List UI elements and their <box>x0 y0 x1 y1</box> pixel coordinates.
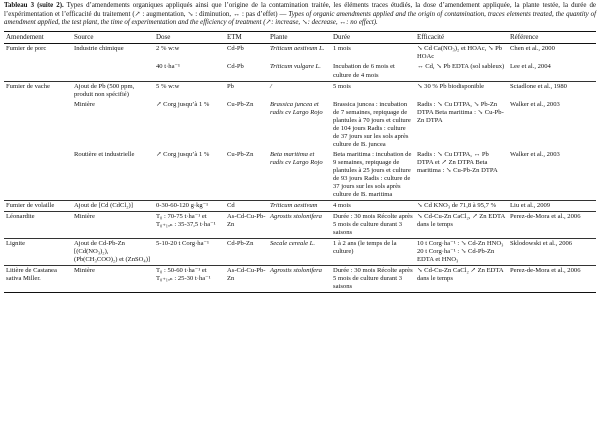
cell-source: Ajout de [Cd (CdCl₂)] <box>72 200 154 211</box>
table-body <box>4 44 596 293</box>
cell-etm: Cd-Pb-Zn <box>225 239 268 266</box>
cell-efficacite: 10 t Corg·ha⁻¹ : ↘ Cd-Zn HNO₃ 20 t Corg·ha⁻¹ : ↘ Cd-Pb-Zn EDTA et HNO₃ <box>415 239 508 266</box>
cell-etm: As-Cd-Cu-Pb-Zn <box>225 212 268 239</box>
cell-dose: 40 t·ha⁻¹ <box>156 63 180 71</box>
cell-plante: Brassica juncea et radis cv Largo Rojo <box>270 100 323 116</box>
table-row <box>4 266 596 293</box>
cell-source: Ajout de Cd-Pb-Zn [(Cd(NO₃)₂), (Pb(CH₃COO)₂) et (ZnSO₄)] <box>72 239 154 266</box>
table-row <box>4 212 596 239</box>
cell-etm: Cd <box>225 200 268 211</box>
cell-plante: Secale cereale L. <box>268 239 331 266</box>
cell-amendement: Fumier de porc <box>6 45 47 53</box>
cell-dose: 0-30-60-120 g·kg⁻¹ <box>154 200 225 211</box>
cell-plante: Triticum aestivum L. <box>270 45 325 53</box>
cell-source: Minière <box>72 212 154 239</box>
cell-dose: T₀ : 50-60 t·ha⁻¹ et T₀₊₁ₐₙ : 25-30 t·ha⁻¹ <box>154 266 225 293</box>
cell-reference: Liu et al., 2009 <box>508 200 596 211</box>
cell-dose: 5-10-20 t Corg·ha⁻¹ <box>154 239 225 266</box>
cell-reference: Walker et al., 2003 <box>510 150 560 158</box>
header-plante: Plante <box>268 31 331 44</box>
cell-reference: Chen et al., 2000 <box>510 45 555 53</box>
cell-etm: Cd-Pb <box>227 63 244 71</box>
table-row <box>4 81 596 100</box>
cell-duree: 1 à 2 ans (le temps de la culture) <box>331 239 415 266</box>
cell-dose: 5 % w:w <box>154 81 225 100</box>
cell-duree: Durée : 30 mois Récolte après 5 mois de culture durant 3 saisons <box>331 212 415 239</box>
cell-duree: Incubation de 6 mois et culture de 4 mois <box>333 63 395 79</box>
cell-etm: Cu-Pb-Zn <box>227 150 254 158</box>
cell-amendement: Fumier de vache <box>4 81 72 100</box>
header-etm: ETM <box>225 31 268 44</box>
cell-dose: 2 % w:w <box>156 45 180 53</box>
cell-etm: Pb <box>225 81 268 100</box>
cell-reference: Sklodowski et al., 2006 <box>508 239 596 266</box>
cell-efficacite: ↘ 30 % Pb biodisponible <box>415 81 508 100</box>
cell-dose: T₀ : 70-75 t·ha⁻¹ et T₀₊₁ₐₙ : 35-37,5 t·ha⁻¹ <box>154 212 225 239</box>
cell-source: Ajout de Pb (500 ppm, produit non spécifié) <box>72 81 154 100</box>
cell-source: Minière <box>74 100 95 108</box>
cell-duree: 1 mois <box>333 45 351 53</box>
caption-french: Types d’amendements organiques appliqués ainsi que l’origine de la contamination traitée, les éléments traces étudiés, la dose d’amendement appliquée, la plante testée, la durée de l’expérimentation et l’efficacité du traitement (↗ : augmentation, ↘ : diminution, ↔ : pas d’effet) — <box>4 2 596 18</box>
cell-amendement <box>4 62 72 81</box>
cell-duree: 4 mois <box>331 200 415 211</box>
table-row <box>4 62 596 81</box>
cell-duree: 5 mois <box>331 81 415 100</box>
cell-amendement <box>4 150 72 201</box>
cell-efficacite: ↘ Cd Ca(NO₃)₂ et HOAc, ↘ Pb HOAc <box>417 45 503 61</box>
amendment-table <box>4 31 596 293</box>
cell-plante: Triticum vulgare L. <box>270 63 321 71</box>
cell-reference: Lee et al., 2004 <box>510 63 551 71</box>
table-row <box>4 239 596 266</box>
cell-efficacite: ↘ Cd-Cu-Zn CaCl₂ ↗ Zn EDTA dans le temps <box>415 266 508 293</box>
caption-english: Types of organic amendments applied and the origin of contamination, traces elements treated, the quantity of amendment applied, the test plant, the time of experimentation and the efficiency of treatment (↗: increase, ↘: decrease, ↔: no effect). <box>4 10 596 27</box>
cell-duree: Brassica juncea : incubation de 7 semaines, repiquage de plantules à 70 jours et culture de 104 jours Radis : culture de 37 jours sur les sols après culture de B. juncea <box>333 100 411 148</box>
cell-etm: Cu-Pb-Zn <box>227 100 254 108</box>
cell-source: Minière <box>72 266 154 293</box>
caption-label: Tableau 3 <box>4 2 35 9</box>
cell-plante: / <box>268 81 331 100</box>
cell-etm: Cd-Pb <box>227 45 244 53</box>
cell-efficacite: ↘ Cd-Cu-Zn CaCl₂, ↗ Zn EDTA dans le temps <box>415 212 508 239</box>
header-duree: Durée <box>331 31 415 44</box>
cell-amendement <box>4 100 72 150</box>
cell-plante: Agrostis stolonifera <box>268 212 331 239</box>
header-row <box>4 31 596 44</box>
table-row <box>4 200 596 211</box>
header-amendement: Amendement <box>4 31 72 44</box>
cell-efficacite: ↔ Cd, ↘ Pb EDTA (sol sableux) <box>417 63 505 71</box>
cell-dose: ↗ Corg jusqu’à 1 % <box>156 150 210 158</box>
header-dose: Dose <box>154 31 225 44</box>
cell-duree: Durée : 30 mois Récolte après 5 mois de culture durant 3 saisons <box>331 266 415 293</box>
cell-reference: Walker et al., 2003 <box>510 100 560 108</box>
cell-efficacite: Radis : ↘ Cu DTPA, ↔ Pb DTPA et ↗ Zn DTPA Beta maritima : ↘ Cu-Pb-Zn DTPA <box>417 150 498 174</box>
cell-efficacite: Radis : ↘ Cu DTPA, ↘ Pb-Zn DTPA Beta maritima : ↘ Cu-Pb-Zn DTPA <box>417 100 504 124</box>
cell-plante: Triticum aestivum <box>268 200 331 211</box>
cell-amendement: Léonardite <box>4 212 72 239</box>
cell-plante: Agrostis stolonifera <box>268 266 331 293</box>
table-row <box>4 150 596 201</box>
header-reference: Référence <box>508 31 596 44</box>
cell-amendement: Fumier de volaille <box>4 200 72 211</box>
cell-amendement: Lignite <box>4 239 72 266</box>
cell-source: Routière et industrielle <box>74 150 135 158</box>
caption-suffix: (suite 2). <box>37 2 64 9</box>
cell-efficacite: ↘ Cd KNO₃ de 71,8 à 95,7 % <box>415 200 508 211</box>
cell-dose: ↗ Corg jusqu’à 1 % <box>156 100 210 108</box>
cell-duree: Beta maritima : incubation de 9 semaines, repiquage de plantules à 25 jours et culture de 93 jours Radis : culture de 37 jours sur les sols après culture de B. maritima <box>333 150 412 198</box>
table-row <box>4 44 596 63</box>
table-row <box>4 100 596 150</box>
cell-plante: Beta maritima et radis cv Largo Rojo <box>270 150 323 166</box>
cell-reference: Perez-de-Mora et al., 2006 <box>508 266 596 293</box>
header-source: Source <box>72 31 154 44</box>
header-efficacite: Efficacité <box>415 31 508 44</box>
table-caption <box>4 2 596 28</box>
cell-reference: Sciadlone et al., 1980 <box>508 81 596 100</box>
cell-amendement: Litière de Castanea sativa Miller. <box>4 266 72 293</box>
cell-etm: As-Cd-Cu-Pb-Zn <box>225 266 268 293</box>
cell-reference: Perez-de-Mora et al., 2006 <box>508 212 596 239</box>
cell-source <box>72 62 154 81</box>
cell-source: Industrie chimique <box>74 45 124 53</box>
